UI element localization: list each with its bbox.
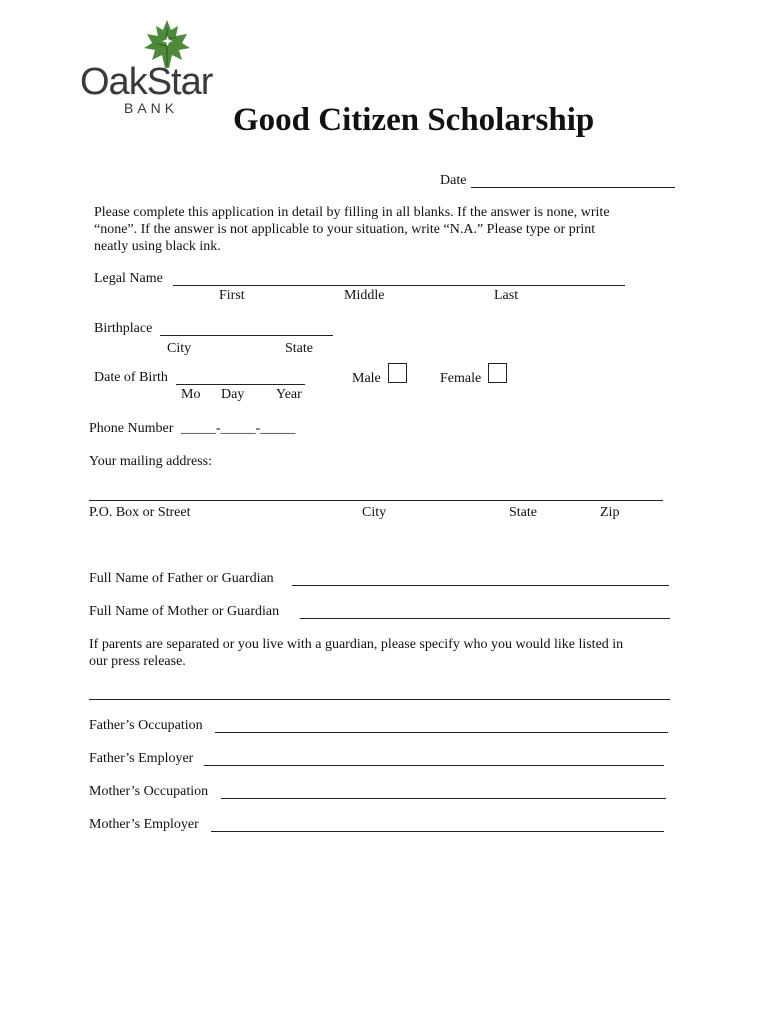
- birthplace-state-caption: State: [285, 341, 313, 356]
- press-release-line-2: our press release.: [89, 654, 186, 669]
- mother-occupation-field[interactable]: [221, 798, 666, 799]
- dob-day-caption: Day: [221, 387, 245, 402]
- date-field[interactable]: [471, 187, 675, 188]
- mailing-address-label: Your mailing address:: [89, 454, 213, 469]
- press-release-field[interactable]: [89, 699, 670, 700]
- father-occupation-label: Father’s Occupation: [89, 718, 203, 733]
- logo-subtext: BANK: [124, 100, 179, 116]
- instructions-line-3: neatly using black ink.: [94, 239, 221, 254]
- instructions-line-2: “none”. If the answer is not applicable to your situation, write “N.A.” Please type or print: [94, 222, 596, 237]
- female-checkbox[interactable]: [488, 363, 507, 383]
- mailing-address-field[interactable]: [89, 500, 663, 501]
- male-label: Male: [352, 371, 381, 386]
- mother-name-field[interactable]: [300, 618, 670, 619]
- legal-name-label: Legal Name: [94, 271, 163, 286]
- dob-label: Date of Birth: [94, 370, 168, 385]
- birthplace-label: Birthplace: [94, 321, 153, 336]
- legal-name-field[interactable]: [173, 285, 625, 286]
- instructions-line-1: Please complete this application in detail by filling in all blanks. If the answer is none, write: [94, 205, 610, 220]
- father-name-field[interactable]: [292, 585, 669, 586]
- birthplace-city-caption: City: [167, 341, 192, 356]
- mailing-street-caption: P.O. Box or Street: [89, 505, 191, 520]
- press-release-line-1: If parents are separated or you live with a guardian, please specify who you would like listed in: [89, 637, 624, 652]
- mother-name-label: Full Name of Mother or Guardian: [89, 604, 280, 619]
- phone-field[interactable]: _____-_____-_____: [181, 421, 296, 436]
- mailing-zip-caption: Zip: [600, 505, 620, 520]
- date-label: Date: [440, 173, 467, 188]
- legal-name-first-caption: First: [219, 288, 245, 303]
- legal-name-last-caption: Last: [494, 288, 519, 303]
- mailing-city-caption: City: [362, 505, 387, 520]
- dob-mo-caption: Mo: [181, 387, 201, 402]
- father-occupation-field[interactable]: [215, 732, 668, 733]
- father-employer-label: Father’s Employer: [89, 751, 194, 766]
- male-checkbox[interactable]: [388, 363, 407, 383]
- dob-field[interactable]: [176, 384, 305, 385]
- dob-year-caption: Year: [276, 387, 302, 402]
- legal-name-middle-caption: Middle: [344, 288, 385, 303]
- oakstar-logo: [78, 18, 238, 118]
- father-employer-field[interactable]: [204, 765, 664, 766]
- mother-occupation-label: Mother’s Occupation: [89, 784, 209, 799]
- logo-wordmark: OakStar: [80, 61, 213, 103]
- mailing-state-caption: State: [509, 505, 537, 520]
- phone-label: Phone Number: [89, 421, 174, 436]
- father-name-label: Full Name of Father or Guardian: [89, 571, 274, 586]
- mother-employer-label: Mother’s Employer: [89, 817, 199, 832]
- female-label: Female: [440, 371, 482, 386]
- page-title: Good Citizen Scholarship: [233, 102, 595, 138]
- mother-employer-field[interactable]: [211, 831, 664, 832]
- birthplace-field[interactable]: [160, 335, 333, 336]
